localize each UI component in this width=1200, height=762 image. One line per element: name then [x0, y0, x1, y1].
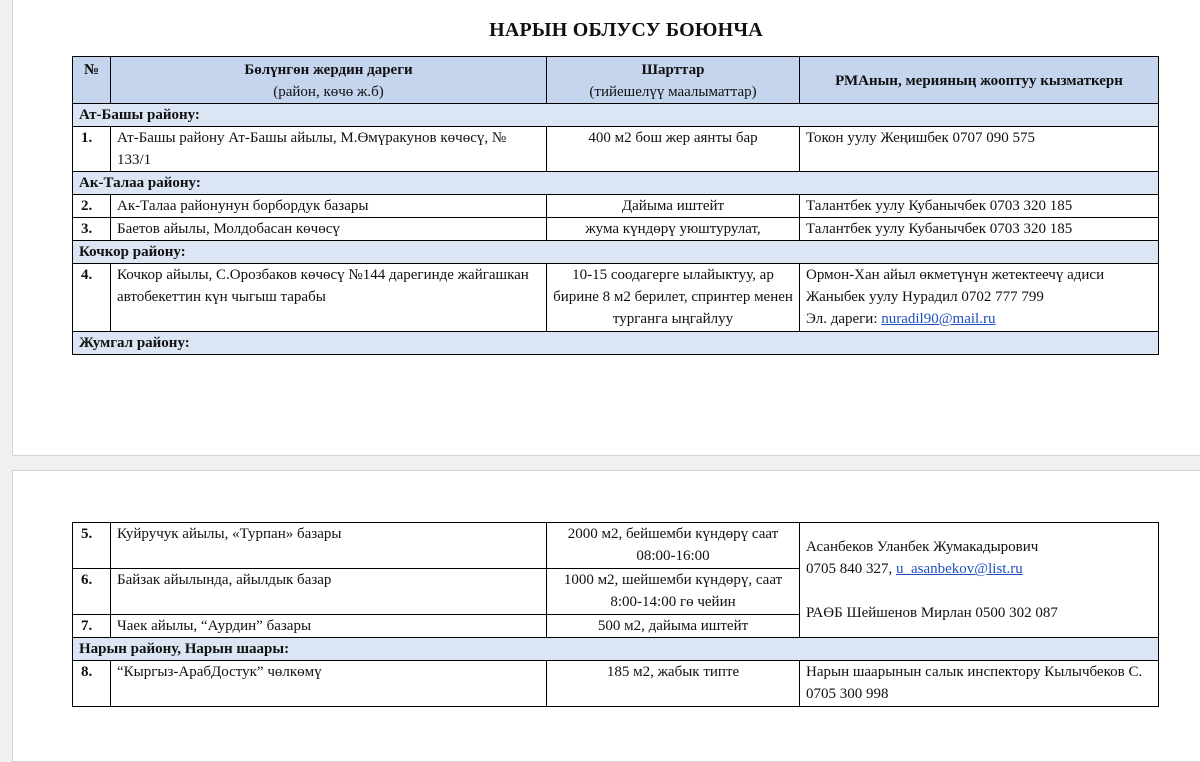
contact-text: РАӨБ Шейшенов Мирлан 0500 302 087 — [806, 605, 1058, 621]
contact-cell: Талантбек уулу Кубанычбек 0703 320 185 — [800, 195, 1159, 218]
row-number: 3. — [73, 218, 111, 241]
header-address-title: Бөлүнгөн жердин дареги — [244, 62, 413, 78]
row-number: 8. — [73, 661, 111, 707]
row-number: 6. — [73, 569, 111, 615]
address-cell: Баетов айылы, Молдобасан көчөсү — [111, 218, 547, 241]
contact-phone: 0705 840 327, — [806, 561, 893, 577]
row-number: 7. — [73, 615, 111, 638]
document-page-1 — [12, 0, 1200, 456]
table-row — [73, 264, 1159, 332]
address-cell: Кочкор айылы, С.Орозбаков көчөсү №144 дарегинде жайгашкан автобекеттин күн чыгыш тарабы — [111, 264, 547, 332]
email-label: Эл. дареги: — [806, 311, 878, 327]
page-title: НАРЫН ОБЛУСУ БОЮНЧА — [489, 19, 763, 41]
header-conditions — [547, 57, 800, 104]
contact-cell: Нарын шаарынын салык инспектору Кылычбеков С. 0705 300 998 — [800, 661, 1159, 707]
table-row — [73, 127, 1159, 172]
table-header-row — [73, 57, 1159, 104]
header-conditions-title: Шарттар — [641, 62, 705, 78]
row-number: 5. — [73, 523, 111, 569]
address-cell: Куйручук айылы, «Турпан» базары — [111, 523, 547, 569]
header-contact — [800, 57, 1159, 104]
contact-cell — [800, 264, 1159, 332]
table-row — [73, 523, 1159, 569]
email-link[interactable]: nuradil90@mail.ru — [881, 311, 996, 327]
contact-cell: Токон уулу Жеңишбек 0707 090 575 — [800, 127, 1159, 172]
table-row — [73, 195, 1159, 218]
section-row-kochkor — [73, 241, 1159, 264]
section-row-at-bashy — [73, 104, 1159, 127]
section-title: Жумгал району: — [73, 332, 1159, 355]
section-row-ak-talaa — [73, 172, 1159, 195]
header-conditions-sub: (тийешелүү маалыматтар) — [589, 84, 757, 100]
conditions-cell: 185 м2, жабык типте — [547, 661, 800, 707]
contact-text: Ормон-Хан айыл өкметүнүн жетектеечү адиси Жаныбек уулу Нурадил 0702 777 799 — [806, 267, 1105, 305]
row-number: 1. — [73, 127, 111, 172]
table-row — [73, 661, 1159, 707]
row-number: 2. — [73, 195, 111, 218]
address-cell: Байзак айылында, айылдык базар — [111, 569, 547, 615]
conditions-cell: жума күндөрү уюштурулат, — [547, 218, 800, 241]
contact-text: Асанбеков Уланбек Жумакадырович — [806, 539, 1039, 555]
address-cell: “Кыргыз-АрабДостук” чөлкөмү — [111, 661, 547, 707]
markets-table-part-1 — [72, 56, 1159, 355]
email-link[interactable]: u_asanbekov@list.ru — [896, 561, 1023, 577]
conditions-cell: 1000 м2, шейшемби күндөрү, саат 8:00-14:00 гө чейин — [547, 569, 800, 615]
markets-table-part-2 — [72, 522, 1159, 707]
table-row — [73, 218, 1159, 241]
conditions-cell: 2000 м2, бейшемби күндөрү саат 08:00-16:00 — [547, 523, 800, 569]
section-title: Нарын району, Нарын шаары: — [73, 638, 1159, 661]
contact-cell: Талантбек уулу Кубанычбек 0703 320 185 — [800, 218, 1159, 241]
document-page-2 — [12, 470, 1200, 762]
address-cell: Ат-Башы району Ат-Башы айылы, М.Өмүракунов көчөсү, № 133/1 — [111, 127, 547, 172]
section-title: Ат-Башы району: — [73, 104, 1159, 127]
header-address-sub: (район, көчө ж.б) — [273, 84, 384, 100]
conditions-cell: Дайыма иштейт — [547, 195, 800, 218]
row-number: 4. — [73, 264, 111, 332]
section-row-naryn — [73, 638, 1159, 661]
section-title: Кочкор району: — [73, 241, 1159, 264]
contact-cell-merged — [800, 523, 1159, 638]
header-address — [111, 57, 547, 104]
conditions-cell: 500 м2, дайыма иштейт — [547, 615, 800, 638]
conditions-cell: 400 м2 бош жер аянты бар — [547, 127, 800, 172]
header-num: № — [73, 57, 111, 104]
address-cell: Чаек айылы, “Аурдин” базары — [111, 615, 547, 638]
address-cell: Ак-Талаа районунун борбордук базары — [111, 195, 547, 218]
section-row-jumgal — [73, 332, 1159, 355]
section-title: Ак-Талаа району: — [73, 172, 1159, 195]
header-contact-title: РМАнын, мерияның жооптуу кызматкерн — [835, 73, 1123, 89]
conditions-cell: 10-15 соодагерге ылайыктуу, ар бирине 8 м2 берилет, спринтер менен турганга ыңгайлуу — [547, 264, 800, 332]
